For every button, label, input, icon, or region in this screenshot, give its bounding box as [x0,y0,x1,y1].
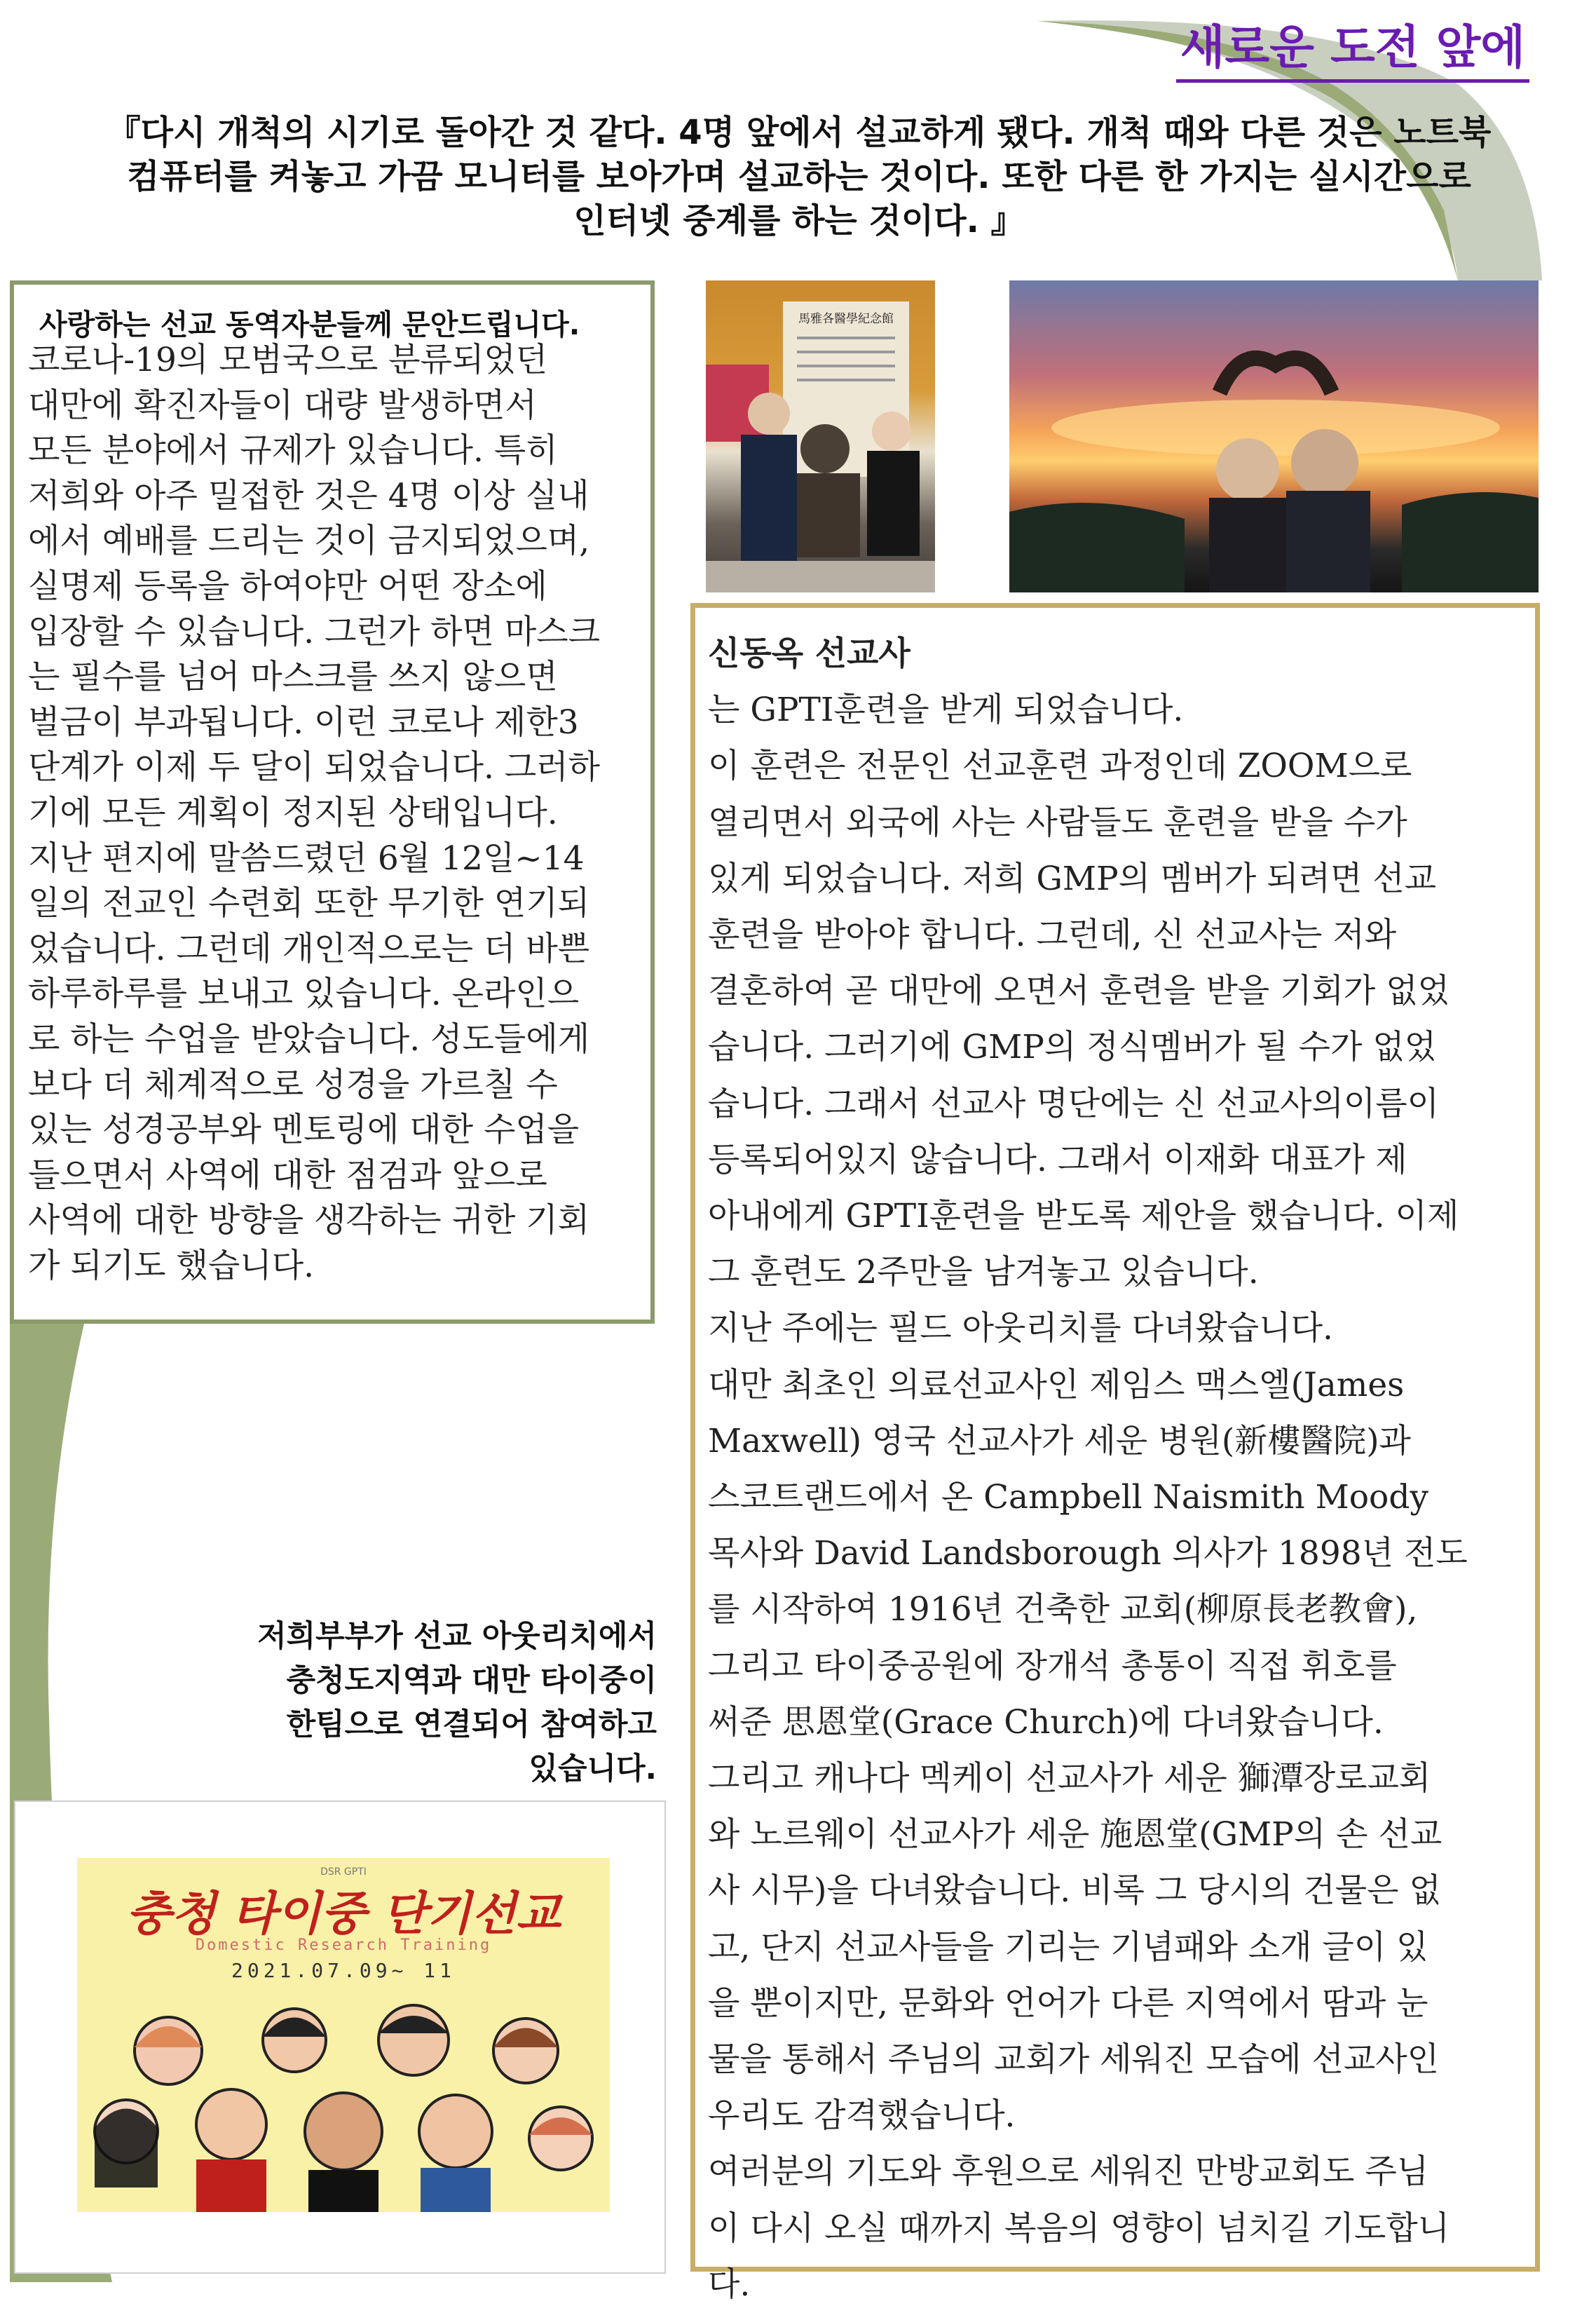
greeting-line: 대만에 확진자들이 대량 발생하면서 [28,386,537,425]
update-line: 여러분의 기도와 후원으로 세워진 만방교회도 주님 [708,2152,1429,2192]
missionary-name: 신동옥 선교사 [708,635,910,673]
update-line: 지난 주에는 필드 아웃리치를 다녀왔습니다. [708,1309,1333,1348]
poster-subtitle: Domestic Research Training [195,1936,492,1954]
quote-line: 인터넷 중계를 하는 것이다. 』 [573,201,1025,240]
poster-date: 2021.07.09~ 11 [231,1959,456,1982]
update-line: 습니다. 그래서 선교사 명단에는 신 선교사의이름이 [708,1084,1440,1123]
greeting-line: 있는 성경공부와 멘토링에 대한 수업을 [28,1111,580,1150]
update-line: 훈련을 받아야 합니다. 그런데, 신 선교사는 저와 [708,916,1397,955]
update-line: Maxwell) 영국 선교사가 세운 병원(新樓醫院)과 [708,1421,1411,1460]
update-line: 아내에게 GPTI훈련을 받도록 제안을 했습니다. 이제 [708,1197,1459,1236]
greeting-line: 입장할 수 있습니다. 그런가 하면 마스크 [28,612,601,651]
greeting-box [10,280,655,1324]
update-line: 이 훈련은 전문인 선교훈련 과정인데 ZOOM으로 [708,747,1412,786]
pull-quote [63,111,1535,243]
greeting-line: 실명제 등록을 하여야만 어떤 장소에 [28,567,547,606]
greeting-line: 사역에 대한 방향을 생각하는 귀한 기회 [28,1201,590,1240]
update-line: 있게 되었습니다. 저희 GMP의 멤버가 되려면 선교 [708,859,1437,898]
greeting-line: 에서 예배를 드리는 것이 금지되었으며, [28,522,590,561]
greeting-line: 모든 분야에서 규제가 있습니다. 특히 [28,431,558,470]
update-line: 등록되어있지 않습니다. 그래서 이재화 대표가 제 [708,1140,1407,1179]
first-line-rest: 는 GPTI훈련을 받게 되었습니다. [708,691,1184,730]
update-line: 결혼하여 곧 대만에 오면서 훈련을 받을 기회가 없었 [708,972,1450,1011]
update-first-line [708,626,1535,738]
quote-line: 『다시 개척의 시기로 돌아간 것 같다. 4명 앞에서 설교하게 됐다. 개척 때와 다른 것은 노트북 [107,113,1492,152]
update-line: 그리고 타이중공원에 장개석 총통이 직접 휘호를 [708,1646,1397,1685]
greeting-body [28,338,659,1289]
museum-sign-text: 馬雅各醫學紀念館 [798,312,894,326]
caption-line: 저희부부가 선교 아웃리치에서 [257,1619,657,1654]
greeting-line: 보다 더 체계적으로 성경을 가르칠 수 [28,1065,558,1104]
greeting-line: 지난 편지에 말씀드렸던 6월 12일~14 [28,839,585,878]
update-line: 그 훈련도 2주만을 남겨놓고 있습니다. [708,1253,1259,1292]
update-line: 와 노르웨이 선교사가 세운 施恩堂(GMP의 손 선교 [708,1815,1442,1854]
greeting-line: 코로나-19의 모범국으로 분류되었던 [28,341,548,379]
photo-caption [257,1615,657,1791]
caption-line: 충청도지역과 대만 타이중이 [286,1663,657,1698]
update-body [708,626,1535,2313]
greeting-title: 사랑하는 선교 동역자분들께 문안드립니다. [39,308,580,341]
greeting-line: 하루하루를 보내고 있습니다. 온라인으 [28,975,580,1014]
update-line: 열리면서 외국에 사는 사람들도 훈련을 받을 수가 [708,803,1407,842]
museum-photo [706,280,935,592]
greeting-line: 들으면서 사역에 대한 점검과 앞으로 [28,1155,547,1195]
poster-title: 충청 타이중 단기선교 [126,1886,561,1941]
greeting-line: 단계가 이제 두 달이 되었습니다. 그러하 [28,748,601,787]
greeting-line: 로 하는 수업을 받았습니다. 성도들에게 [28,1019,590,1059]
update-line: 써준 思恩堂(Grace Church)에 다녀왔습니다. [708,1702,1384,1742]
greeting-line: 었습니다. 그런데 개인적으로는 더 바쁜 [28,929,590,968]
greeting-line: 기에 모든 계획이 정지된 상태입니다. [28,793,558,832]
update-line: 대만 최초인 의료선교사인 제임스 맥스엘(James [708,1365,1405,1404]
museum-photo-illustration [706,280,935,592]
caption-line: 한팀으로 연결되어 참여하고 [286,1707,657,1742]
page-headline: 새로운 도전 앞에 [1176,10,1529,83]
poster-small-top: DSR GPTI [320,1866,367,1878]
update-line: 스코트랜드에서 온 Campbell Naismith Moody [708,1478,1428,1517]
sunset-photo-illustration [1009,280,1539,592]
update-line: 우리도 감격했습니다. [708,2096,1016,2136]
update-line: 다. [708,2265,751,2304]
update-line: 사 시무)을 다녀왔습니다. 비록 그 당시의 건물은 없 [708,1871,1441,1911]
update-line: 이 다시 오실 때까지 복음의 영향이 넘치길 기도합니 [708,2209,1450,2248]
update-line: 습니다. 그러기에 GMP의 정식멤버가 될 수가 없었 [708,1028,1437,1067]
update-line: 그리고 캐나다 멕케이 선교사가 세운 獅潭장로교회 [708,1759,1431,1798]
greeting-line: 가 되기도 했습니다. [28,1246,315,1285]
greeting-line: 일의 전교인 수련회 또한 무기한 연기되 [28,884,590,923]
greeting-line: 저희와 아주 밀접한 것은 4명 이상 실내 [28,476,589,515]
update-line: 을 뿐이지만, 문화와 언어가 다른 지역에서 땀과 눈 [708,1983,1428,2023]
sunset-heart-photo [1009,280,1539,592]
quote-line: 컴퓨터를 켜놓고 가끔 모니터를 보아가며 설교하는 것이다. 또한 다른 한 가지는 실시간으로 [127,157,1471,196]
caption-line: 있습니다. [528,1751,657,1786]
missionary-update-box [690,603,1540,2304]
mission-poster-frame [14,1800,666,2274]
greeting-line: 는 필수를 넘어 마스크를 쓰지 않으면 [28,658,558,697]
update-line: 고, 단지 선교사들을 기리는 기념패와 소개 글이 있 [708,1927,1428,1967]
mission-poster [77,1858,610,2212]
greeting-line: 벌금이 부과됩니다. 이런 코로나 제한3 [28,703,579,742]
update-line: 물을 통해서 주님의 교회가 세워진 모습에 선교사인 [708,2040,1440,2080]
caricature-group-illustration [77,1991,610,2212]
update-line: 를 시작하여 1916년 건축한 교회(柳原長老教會), [708,1590,1418,1629]
update-line: 목사와 David Landsborough 의사가 1898년 전도 [708,1534,1468,1573]
